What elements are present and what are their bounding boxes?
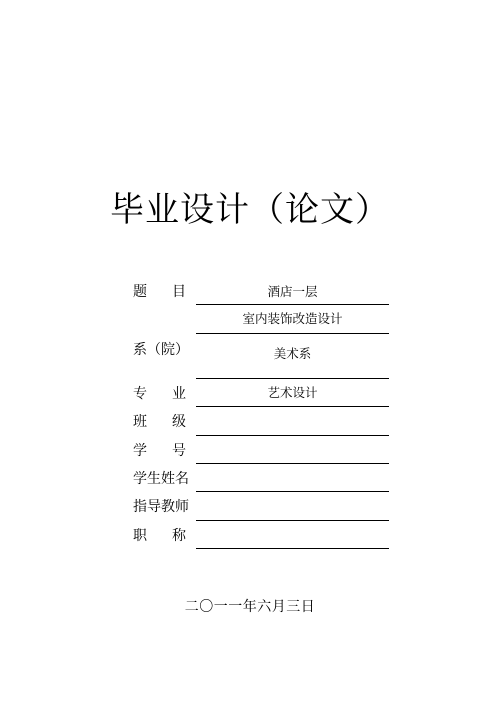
major-label: 专 业 (133, 386, 186, 402)
advisor-underline (196, 520, 389, 521)
title-underline (196, 548, 389, 549)
student-name-label: 学生姓名 (133, 471, 189, 487)
document-date: 二〇一一年六月三日 (184, 599, 316, 615)
topic-value-line2: 室内装饰改造设计 (242, 311, 343, 326)
topic-underline-2 (196, 333, 389, 334)
department-value: 美术系 (273, 346, 312, 361)
class-underline (196, 435, 389, 436)
advisor-label: 指导教师 (133, 499, 189, 515)
document-title: 毕业设计（论文） (110, 190, 390, 230)
topic-underline-1 (196, 304, 389, 305)
student-name-underline (196, 491, 389, 492)
department-underline (196, 378, 389, 379)
student-id-label: 学 号 (133, 443, 186, 459)
major-value: 艺术设计 (267, 385, 318, 400)
student-id-underline (196, 463, 389, 464)
topic-label: 题 目 (133, 284, 186, 300)
topic-value-line1: 酒店一层 (267, 284, 318, 299)
title-label: 职 称 (133, 528, 186, 544)
department-label: 系（院） (133, 342, 189, 358)
class-label: 班 级 (133, 414, 186, 430)
major-underline (196, 406, 389, 407)
